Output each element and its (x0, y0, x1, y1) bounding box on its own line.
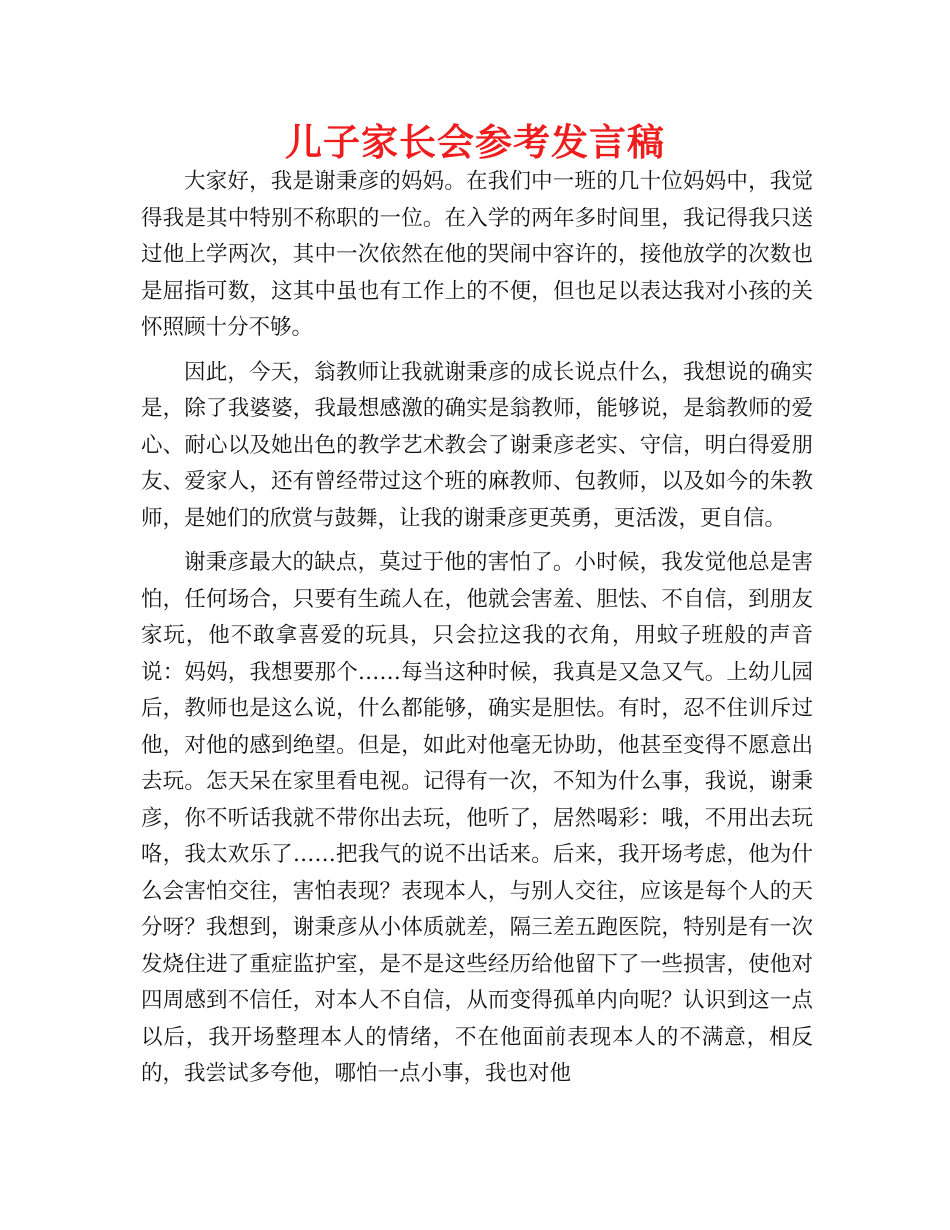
document-title: 儿子家长会参考发言稿 (285, 121, 665, 164)
paragraph-1: 大家好，我是谢秉彦的妈妈。在我们中一班的几十位妈妈中，我觉得我是其中特别不称职的一位。在入学的两年多时间里，我记得我只送过他上学两次，其中一次依然在他的哭闹中容许的，接他放学的次数也是屈指可数，这其中虽也有工作上的不便，但也足以表达我对小孩的关怀照顾十分不够。 (141, 169, 813, 340)
paragraph-3: 谢秉彦最大的缺点，莫过于他的害怕了。小时候，我发觉他总是害怕，任何场合，只要有生疏人在，他就会害羞、胆怯、不自信，到朋友家玩，他不敢拿喜爱的玩具，只会拉这我的衣角，用蚊子班般的声音说：妈妈，我想要那个……每当这种时候，我真是又急又气。上幼儿园后，教师也是这么说，什么都能够，确实是胆怯。有时，忍不住训斥过他，对他的感到绝望。但是，如此对他毫无协助，他甚至变得不愿意出去玩。怎天呆在家里看电视。记得有一次，不知为什么事，我说，谢秉彦，你不听话我就不带你出去玩，他听了，居然喝彩：哦，不用出去玩咯，我太欢乐了……把我气的说不出话来。后来，我开场考虑，他为什么会害怕交往，害怕表现？表现本人，与别人交往，应该是每个人的天分呀？我想到，谢秉彦从小体质就差，隔三差五跑医院，特别是有一次发烧住进了重症监护室，是不是这些经历给他留下了一些损害，使他对四周感到不信任，对本人不自信，从而变得孤单内向呢？认识到这一点以后，我开场整理本人的情绪，不在他面前表现本人的不满意，相反的，我尝试多夸他，哪怕一点小事，我也对他 (141, 550, 813, 1086)
paragraph-2: 因此，今天，翁教师让我就谢秉彦的成长说点什么，我想说的确实是，除了我婆婆，我最想感激的确实是翁教师，能够说，是翁教师的爱心、耐心以及她出色的教学艺术教会了谢秉彦老实、守信，明白得爱朋友、爱家人，还有曾经带过这个班的麻教师、包教师，以及如今的朱教师，是她们的欣赏与鼓舞，让我的谢秉彦更英勇，更活泼，更自信。 (141, 359, 813, 531)
document-body (141, 164, 813, 1101)
